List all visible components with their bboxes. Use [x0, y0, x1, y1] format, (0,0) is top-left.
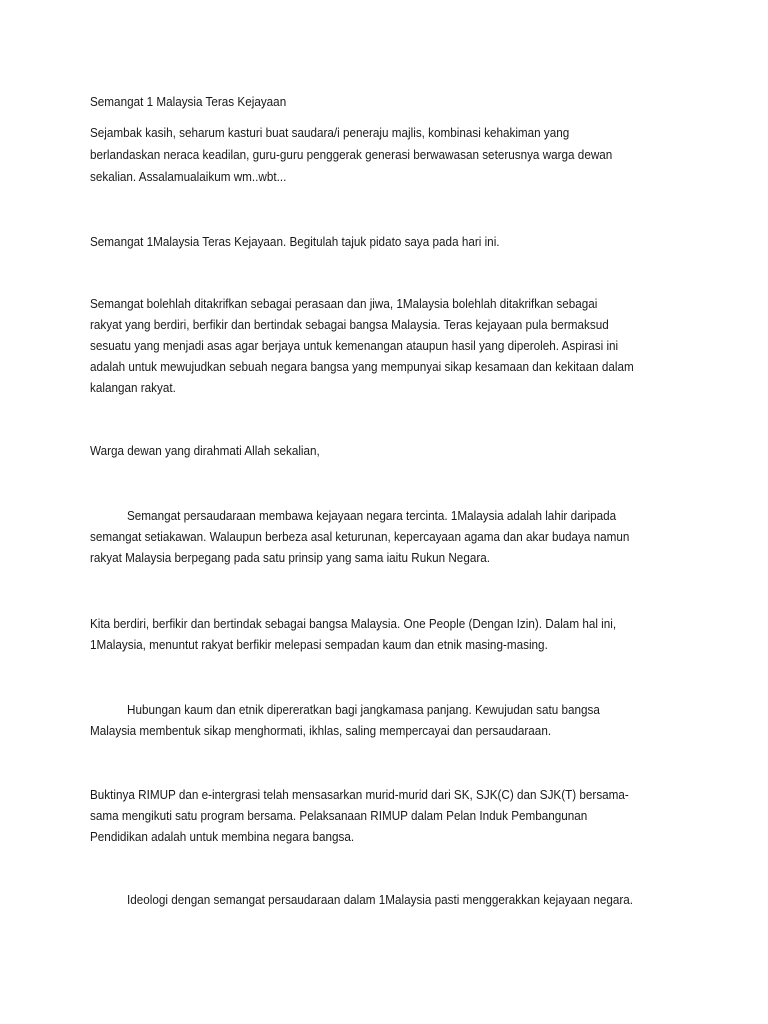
- text-line: 1Malaysia, menuntut rakyat berfikir melepasi sempadan kaum dan etnik masing-masing.: [90, 637, 548, 652]
- text-line: adalah untuk mewujudkan sebuah negara bangsa yang mempunyai sikap kesamaan dan kekitaan dalam: [90, 359, 634, 374]
- text-line: Ideologi dengan semangat persaudaraan dalam 1Malaysia pasti menggerakkan kejayaan negara.: [127, 892, 634, 907]
- text-line: Buktinya RIMUP dan e-intergrasi telah mensasarkan murid-murid dari SK, SJK(C) dan SJK(T) bersama-: [90, 787, 629, 802]
- text-line: sesuatu yang menjadi asas agar berjaya untuk kemenangan ataupun hasil yang diperoleh. Aspirasi ini: [90, 338, 619, 353]
- text-line: sama mengikuti satu program bersama. Pelaksanaan RIMUP dalam Pelan Induk Pembangunan: [90, 808, 588, 823]
- text-line: Sejambak kasih, seharum kasturi buat saudara/i peneraju majlis, kombinasi kehakiman yang: [90, 125, 570, 140]
- text-line: berlandaskan neraca keadilan, guru-guru penggerak generasi berwawasan seterusnya warga dewan: [90, 147, 613, 162]
- text-line: semangat setiakawan. Walaupun berbeza asal keturunan, kepercayaan agama dan akar budaya namun: [90, 529, 630, 544]
- text-line: Warga dewan yang dirahmati Allah sekalian,: [90, 443, 320, 458]
- text-line: Hubungan kaum dan etnik dipereratkan bagi jangkamasa panjang. Kewujudan satu bangsa: [127, 702, 600, 717]
- text-line: kalangan rakyat.: [90, 380, 176, 395]
- text-line: Kita berdiri, berfikir dan bertindak sebagai bangsa Malaysia. One People (Dengan Izin). Dalam hal ini,: [90, 616, 617, 631]
- text-line: Semangat bolehlah ditakrifkan sebagai perasaan dan jiwa, 1Malaysia bolehlah ditakrifkan sebagai: [90, 296, 598, 311]
- text-line: Semangat 1Malaysia Teras Kejayaan. Begitulah tajuk pidato saya pada hari ini.: [90, 234, 500, 249]
- text-line: Semangat persaudaraan membawa kejayaan negara tercinta. 1Malaysia adalah lahir daripada: [127, 508, 617, 523]
- text-line: rakyat yang berdiri, berfikir dan bertindak sebagai bangsa Malaysia. Teras kejayaan pula bermaksud: [90, 317, 609, 332]
- text-line: Pendidikan adalah untuk membina negara bangsa.: [90, 829, 355, 844]
- document-title: Semangat 1 Malaysia Teras Kejayaan: [90, 94, 287, 109]
- text-line: rakyat Malaysia berpegang pada satu prinsip yang sama iaitu Rukun Negara.: [90, 550, 490, 565]
- text-line: sekalian. Assalamualaikum wm..wbt...: [90, 169, 287, 184]
- text-line: Malaysia membentuk sikap menghormati, ikhlas, saling mempercayai dan persaudaraan.: [90, 723, 552, 738]
